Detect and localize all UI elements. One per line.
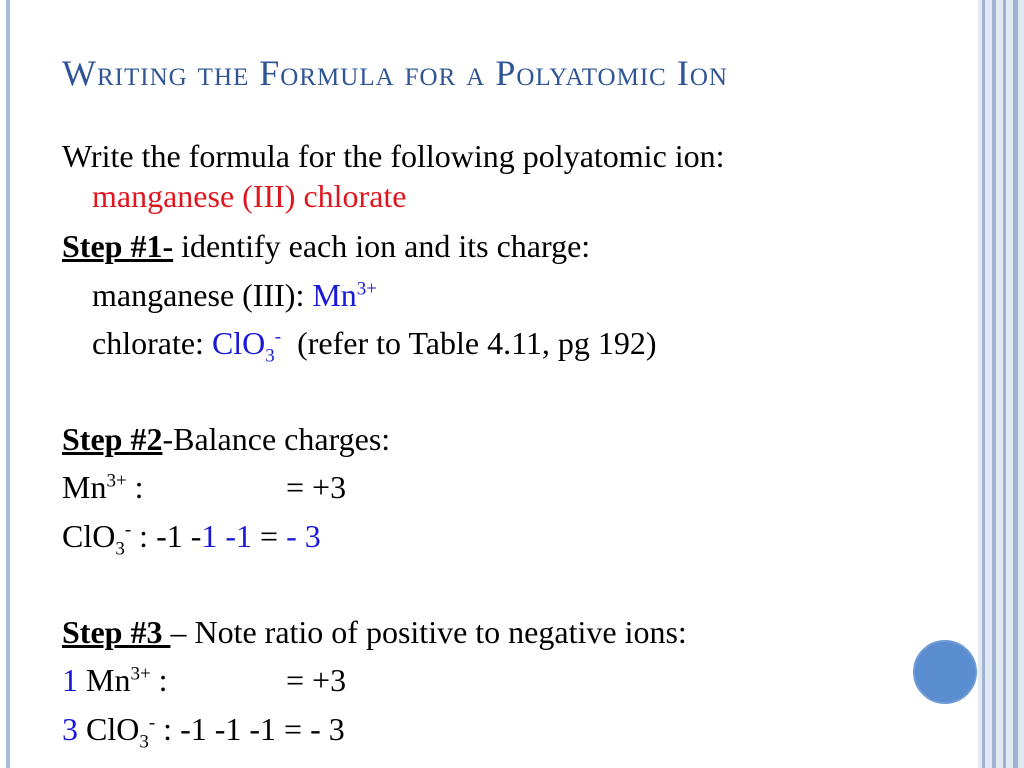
right-stripe-1: [982, 0, 985, 768]
step3-row2: [62, 711, 345, 753]
step2-row2-prefix: : -1 -: [131, 518, 202, 554]
compound-name: manganese (III) chlorate: [92, 178, 407, 214]
step1-line: [62, 228, 590, 265]
step2-row1: [62, 469, 144, 506]
right-stripe-2: [992, 0, 996, 768]
step2-row2-symbol: ClO: [62, 518, 116, 554]
table-reference: (refer to Table 4.11, pg 192): [297, 325, 657, 361]
step3-row1-charge: 3+: [130, 663, 151, 685]
step3-row1: [62, 662, 168, 699]
left-border-stripe: [6, 0, 10, 768]
step2-row2-result: - 3: [286, 518, 321, 554]
intro-text: Write the formula for the following polyatomic ion:: [62, 138, 725, 174]
cation-charge: 3+: [356, 278, 377, 300]
step2-label: Step #2: [62, 421, 163, 457]
step3-row2-coef: 3: [62, 711, 78, 747]
cation-symbol: Mn: [312, 277, 357, 313]
right-stripe-4: [1013, 0, 1018, 768]
step2-row2-added: 1 -1: [201, 518, 253, 554]
step3-row2-subscript: 3: [139, 731, 149, 753]
cation-line: [92, 277, 377, 314]
step2-line: [62, 421, 390, 458]
anion-subscript: 3: [265, 345, 275, 367]
step2-row1-symbol: Mn: [62, 469, 107, 505]
step3-row1-symbol: Mn: [78, 662, 131, 698]
step3-text: – Note ratio of positive to negative ions:: [170, 614, 687, 650]
step1-text: identify each ion and its charge:: [173, 228, 591, 264]
step1-label: Step #1-: [62, 228, 174, 264]
slide-title: Writing the Formula for a Polyatomic Ion: [62, 53, 728, 93]
anion-name: chlorate:: [92, 325, 212, 361]
right-stripe-3: [1003, 0, 1006, 768]
step2-row2-subscript: 3: [115, 538, 125, 560]
step3-row1-colon: :: [150, 662, 168, 698]
step3-label: Step #3: [62, 614, 171, 650]
step2-row2: [62, 518, 321, 560]
step3-row2-symbol: ClO: [78, 711, 140, 747]
step2-row1-colon: :: [126, 469, 144, 505]
decorative-circle: [913, 640, 977, 704]
step3-row1-coef: 1: [62, 662, 78, 698]
anion-charge: -: [274, 326, 282, 348]
step3-line: [62, 614, 687, 651]
step2-row2-equals: =: [252, 518, 287, 554]
step2-row1-charge: 3+: [106, 470, 127, 492]
step2-text: -Balance charges:: [162, 421, 391, 457]
step3-row2-charge: -: [148, 712, 156, 734]
step3-row2-rest: : -1 -1 -1 = - 3: [155, 711, 345, 747]
anion-line: [92, 325, 657, 367]
anion-symbol: ClO: [211, 325, 266, 361]
step2-row1-result: = +3: [286, 469, 347, 505]
cation-name: manganese (III):: [92, 277, 313, 313]
step3-row1-result: = +3: [286, 662, 347, 698]
step2-row2-charge: -: [124, 519, 132, 541]
